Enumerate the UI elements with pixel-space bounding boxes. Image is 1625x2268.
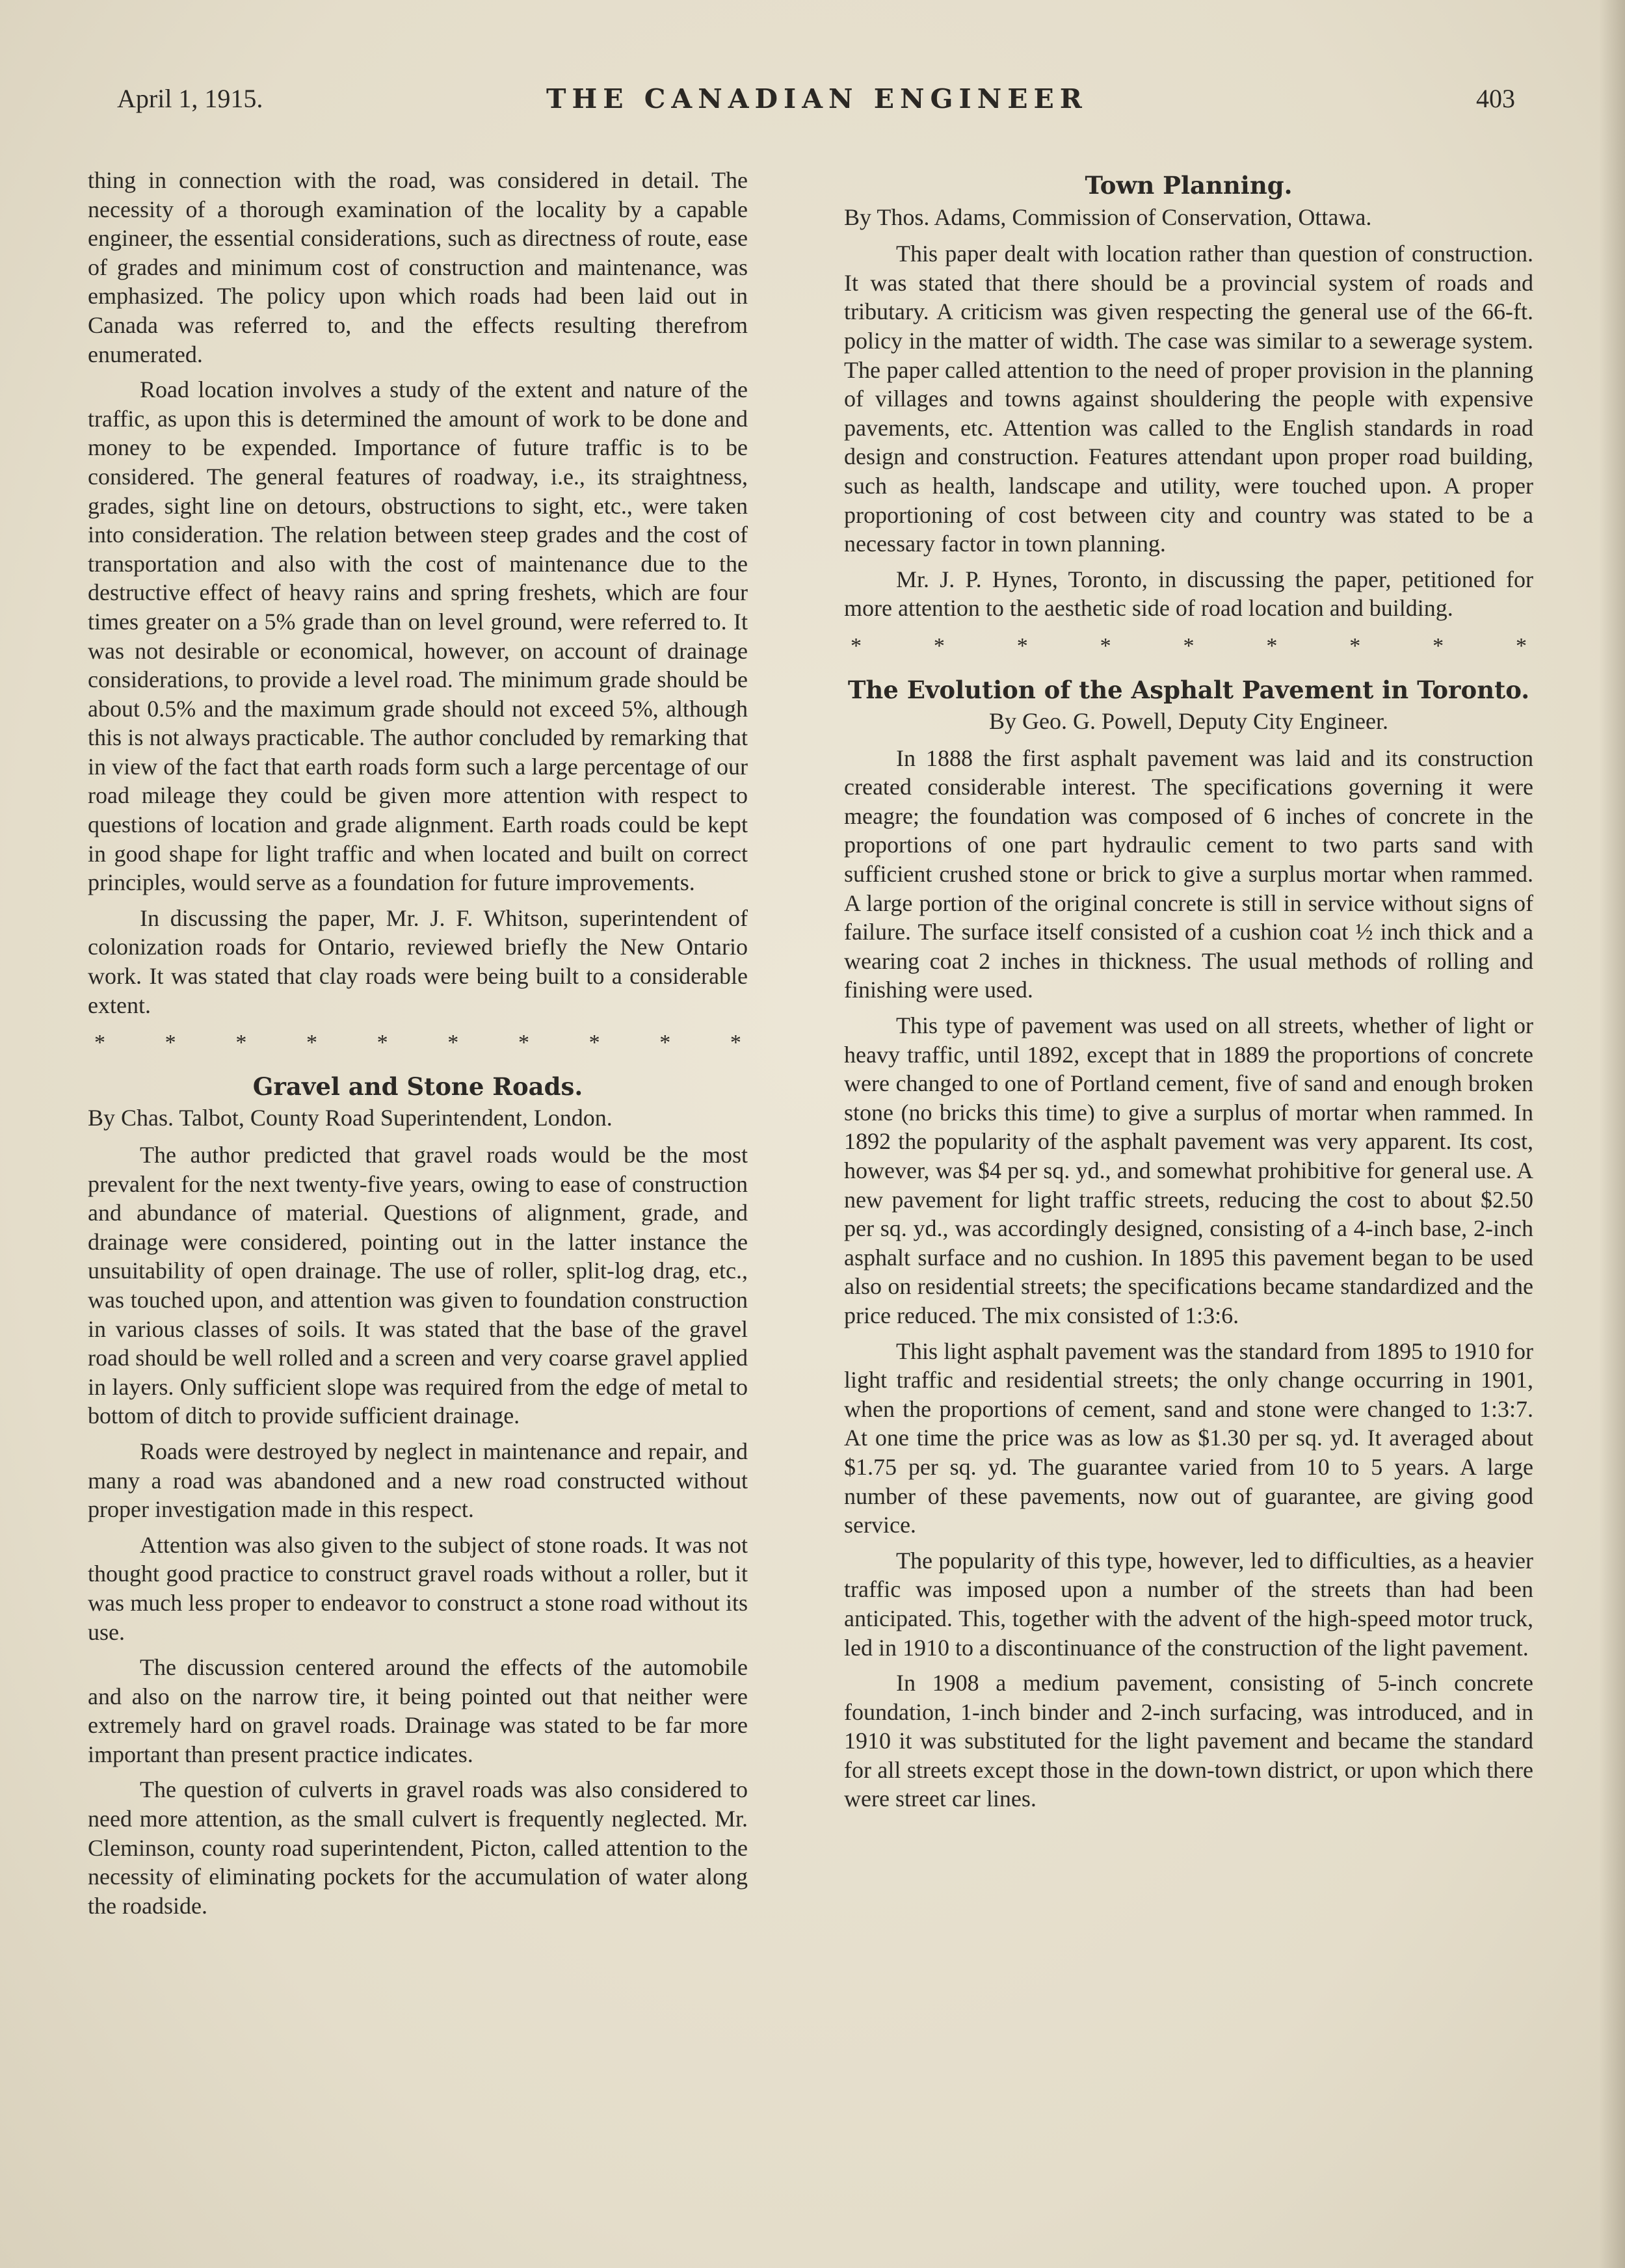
section-divider bbox=[844, 629, 1533, 670]
paragraph: In 1888 the first asphalt pavement was laid and its construction created considerable interest. The specifications governing it were meagre; the foundation was composed of 6 inches of concrete in the proportions of one part hydraulic cement to two parts sand with sufficient crushed stone or brick to give a surplus mortar when rammed. A large portion of the original concrete is still in service without signs of failure. The surface itself consisted of a cushion coat ½ inch thick and a wearing coat 2 inches in thickness. The usual methods of rolling and finishing were used. bbox=[844, 745, 1533, 1003]
divider-star: * bbox=[1183, 633, 1195, 658]
divider-star: * bbox=[518, 1031, 529, 1055]
paragraph: Attention was also given to the subject of stone roads. It was not thought good practice to construct gravel roads without a roller, but it was much less proper to endeavor to construct a stone road without its use. bbox=[88, 1531, 748, 1645]
divider-star: * bbox=[1433, 633, 1444, 658]
divider-star: * bbox=[447, 1031, 459, 1055]
section-divider bbox=[88, 1026, 748, 1067]
paragraph: The popularity of this type, however, led to difficulties, as a heavier traffic was imposed upon a number of the streets than had been anticipated. This, together with the advent of the high-speed motor truck, led in 1910 to a discontinuance of the construction of the light pavement. bbox=[844, 1547, 1533, 1661]
journal-title: THE CANADIAN ENGINEER bbox=[546, 83, 1088, 114]
divider-star: * bbox=[1266, 633, 1278, 658]
divider-star: * bbox=[588, 1031, 600, 1055]
paragraph: thing in connection with the road, was considered in detail. The necessity of a thorough examination of the locality by a capable engineer, the essential considerations, such as directness of route, ease of grades and minimum cost of construction and maintenance, was emphasized. The policy upon which roads had been laid out in Canada was referred to, and the effects resulting therefrom enumerated. bbox=[88, 167, 748, 367]
divider-star: * bbox=[933, 633, 945, 658]
divider-star: * bbox=[730, 1031, 741, 1055]
section-byline: By Geo. G. Powell, Deputy City Engineer. bbox=[989, 708, 1388, 735]
page-number: 403 bbox=[1476, 84, 1515, 113]
paragraph: The author predicted that gravel roads would be the most prevalent for the next twenty-five years, owing to ease of construction and abundance of material. Questions of alignment, grade, and drainage were considered, pointing out in the latter instance the unsuitability of open drainage. The use of roller, split-log drag, etc., was touched upon, and attention was given to foundation construction in various classes of soils. It was stated that the base of the gravel road should be well rolled and a screen and very coarse gravel applied in layers. Only sufficient slope was required from the edge of metal to bottom of ditch to provide sufficient drainage. bbox=[88, 1142, 748, 1429]
divider-star: * bbox=[851, 633, 862, 658]
divider-star: * bbox=[659, 1031, 671, 1055]
paragraph: This type of pavement was used on all streets, whether of light or heavy traffic, until 1892, except that in 1889 the proportions of concrete were changed to one of Portland cement, five of sand and enough broken stone (no bricks this time) to give a surplus of mortar when rammed. In 1892 the popularity of the asphalt pavement was very apparent. Its cost, however, was $4 per sq. yd., and somewhat prohibitive for general use. A new pavement for light traffic streets, reducing the cost to about $2.50 per sq. yd., was accordingly designed, consisting of a 4-inch base, 2-inch asphalt surface and no cushion. In 1895 this pavement began to be used also on residential streets; the specifications became standardized and the price reduced. The mix consisted of 1:3:6. bbox=[844, 1012, 1533, 1328]
divider-star: * bbox=[377, 1031, 388, 1055]
divider-star: * bbox=[306, 1031, 317, 1055]
divider-star: * bbox=[94, 1031, 105, 1055]
issue-date: April 1, 1915. bbox=[117, 84, 263, 113]
divider-star: * bbox=[1016, 633, 1028, 658]
page-edge-shadow bbox=[1599, 0, 1625, 2268]
paragraph: In discussing the paper, Mr. J. F. Whitson, superintendent of colonization roads for Ontario, reviewed briefly the New Ontario work. It was stated that clay roads were being built to a considerable extent. bbox=[88, 904, 748, 1018]
section-heading: Town Planning. bbox=[1085, 171, 1293, 200]
divider-star: * bbox=[235, 1031, 247, 1055]
left-column bbox=[88, 166, 748, 1927]
divider-star: * bbox=[1349, 633, 1361, 658]
paragraph: Road location involves a study of the extent and nature of the traffic, as upon this is determined the amount of work to be done and money to be expended. Importance of future traffic is to be considered. The general features of roadway, i.e., its straightness, grades, sight line on detours, obstructions to sight, etc., were taken into consideration. The relation between steep grades and the cost of transportation and also with the cost of maintenance due to the destructive effect of heavy rains and spring freshets, which are four times greater on a 5% grade than on level ground, were referred to. It was not desirable or economical, however, on account of drainage considerations, to provide a level road. The minimum grade should be about 0.5% and the maximum grade should not exceed 5%, although this is not always practicable. The author concluded by remarking that in view of the fact that earth roads form such a large percentage of our road mileage they could be given more attention with respect to questions of location and grade alignment. Earth roads could be kept in good shape for light traffic and when located and built on correct principles, would serve as a foundation for future improvements. bbox=[88, 376, 748, 896]
paragraph: This light asphalt pavement was the standard from 1895 to 1910 for light traffic and residential streets; the only change occurring in 1901, when the proportions of cement, sand and stone were changed to 1:3:7. At one time the price was as low as $1.30 per sq. yd. It averaged about $1.75 per sq. yd. The guarantee varied from 10 to 5 years. A large number of these pavements, now out of guarantee, are giving good service. bbox=[844, 1338, 1533, 1538]
paragraph: Roads were destroyed by neglect in maintenance and repair, and many a road was abandoned and a new road constructed without proper investigation made in this respect. bbox=[88, 1438, 748, 1523]
paragraph: The question of culverts in gravel roads was also considered to need more attention, as the small culvert is frequently neglected. Mr. Cleminson, county road superintendent, Picton, called attention to the necessity of eliminating pockets for the accumulation of water along the roadside. bbox=[88, 1776, 748, 1919]
section-byline: By Chas. Talbot, County Road Superintendent, London. bbox=[88, 1105, 613, 1131]
running-head bbox=[117, 83, 1515, 129]
paragraph: This paper dealt with location rather than question of construction. It was stated that there should be a provincial system of roads and tributary. A criticism was given respecting the general use of the 66-ft. policy in the matter of width. The case was similar to a sewerage system. The paper called attention to the need of proper provision in the planning of villages and towns against shouldering the people with expensive pavements, etc. Attention was called to the English standards in road design and construction. Features attendant upon proper road building, such as health, landscape and utility, were touched upon. A proper proportioning of cost between city and country was stated to be a necessary factor in town planning. bbox=[844, 241, 1533, 557]
section-heading: The Evolution of the Asphalt Pavement in Toronto. bbox=[847, 675, 1530, 704]
right-column bbox=[844, 166, 1533, 1820]
section-byline: By Thos. Adams, Commission of Conservation, Ottawa. bbox=[844, 204, 1372, 230]
divider-star: * bbox=[165, 1031, 176, 1055]
section-heading: Gravel and Stone Roads. bbox=[252, 1072, 583, 1101]
divider-star: * bbox=[1100, 633, 1111, 658]
divider-star: * bbox=[1516, 633, 1527, 658]
paragraph: The discussion centered around the effects of the automobile and also on the narrow tire, it being pointed out that neither were extremely hard on gravel roads. Drainage was stated to be far more important than present practice indicates. bbox=[88, 1654, 748, 1767]
paragraph: Mr. J. P. Hynes, Toronto, in discussing the paper, petitioned for more attention to the aesthetic side of road location and building. bbox=[844, 566, 1533, 622]
paragraph: In 1908 a medium pavement, consisting of 5-inch concrete foundation, 1-inch binder and 2-inch surfacing, was introduced, and in 1910 it was substituted for the light pavement and became the standard for all streets except those in the down-town district, or upon which there were street car lines. bbox=[844, 1670, 1533, 1812]
